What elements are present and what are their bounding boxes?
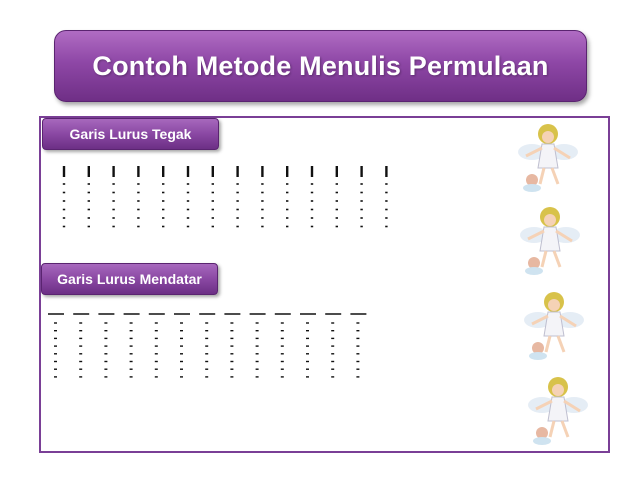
horizontal-lines-label-text: Garis Lurus Mendatar	[57, 271, 202, 287]
fairy-icon	[518, 290, 590, 362]
vertical-lines-label-text: Garis Lurus Tegak	[69, 126, 192, 142]
fairy-icon	[512, 122, 584, 194]
slide-title: Contoh Metode Menulis Permulaan	[92, 50, 549, 81]
fairy-icon	[514, 205, 586, 277]
fairy-icon	[522, 375, 594, 447]
